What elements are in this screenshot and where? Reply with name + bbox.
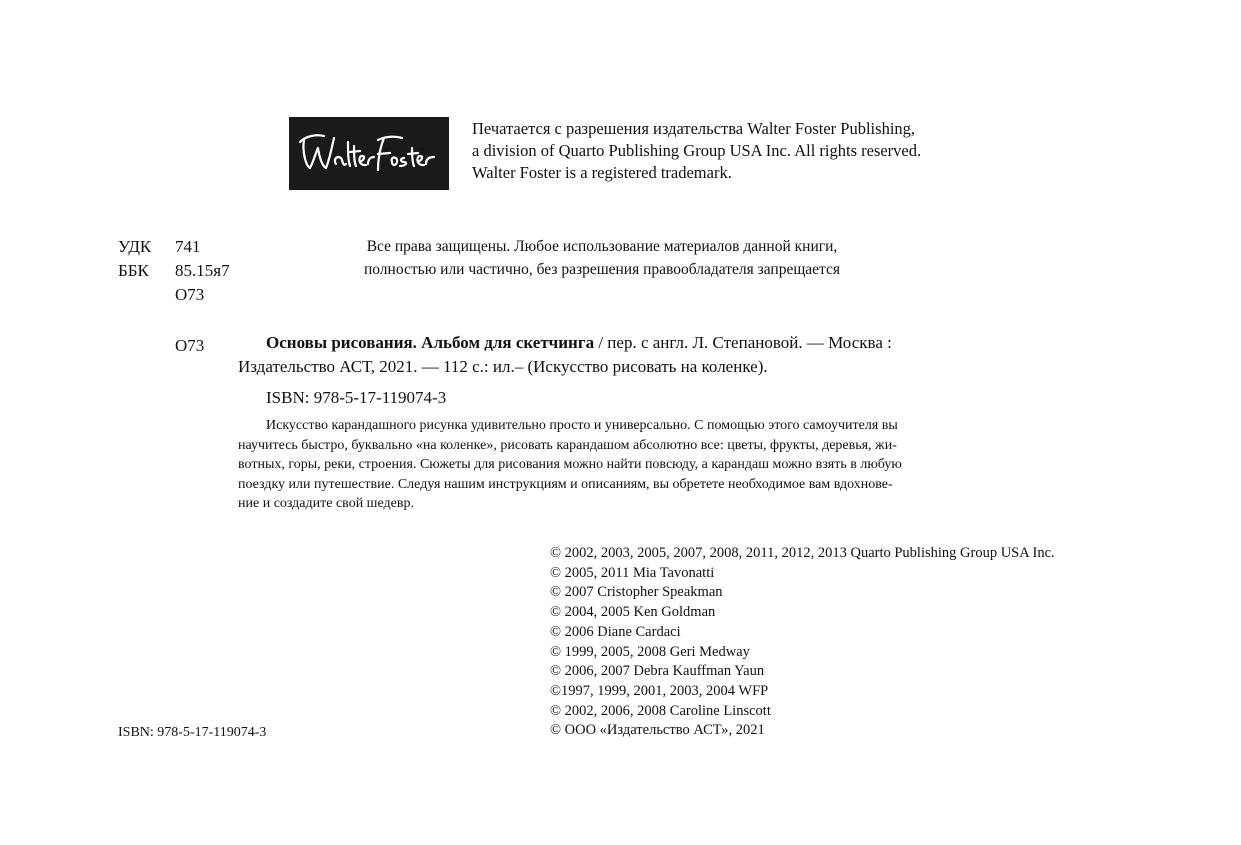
abstract-line: поездку или путешествие. Следуя нашим инструкциям и описаниям, вы обретете необходимое вам вдохнове- bbox=[238, 476, 893, 492]
copyright-line: © 2007 Cristopher Speakman bbox=[550, 584, 723, 601]
bbk-row bbox=[118, 259, 230, 283]
author-mark: О73 bbox=[175, 285, 205, 304]
biblio-line-1 bbox=[238, 331, 1004, 355]
copyright-line: © ООО «Издательство АСТ», 2021 bbox=[550, 722, 765, 739]
isbn-footer: ISBN: 978-5-17-119074-3 bbox=[118, 725, 267, 740]
bbk-value: 85.15я7 bbox=[175, 261, 230, 280]
permission-line: Печатается с разрешения издательства Walter Foster Publishing, bbox=[472, 119, 916, 138]
biblio-translation: / пер. с англ. Л. Степановой. — Москва : bbox=[594, 333, 892, 352]
walter-foster-logo-mark bbox=[294, 124, 444, 184]
rights-line: Все права защищены. Любое использование материалов данной книги, bbox=[366, 238, 838, 255]
copyright-line: © 1999, 2005, 2008 Geri Medway bbox=[550, 643, 750, 660]
rights-line: полностью или частично, без разрешения правообладателя запрещается bbox=[363, 261, 841, 278]
permission-line: a division of Quarto Publishing Group USA Inc. All rights reserved. bbox=[472, 141, 922, 160]
abstract-line: ние и создадите свой шедевр. bbox=[238, 496, 414, 512]
copyright-line: © 2002, 2003, 2005, 2007, 2008, 2011, 2012, 2013 Quarto Publishing Group USA Inc. bbox=[550, 545, 1055, 561]
permission-line: Walter Foster is a registered trademark. bbox=[472, 163, 732, 182]
copyright-list bbox=[550, 544, 1055, 741]
abstract-line: Искусство карандашного рисунка удивительно просто и универсально. С помощью этого самоучителя вы bbox=[266, 418, 898, 433]
bibliographic-record bbox=[238, 331, 1004, 379]
classification-codes bbox=[118, 235, 230, 307]
book-abstract bbox=[238, 416, 1008, 514]
biblio-line-2: Издательство АСТ, 2021. — 112 с.: ил.– (Искусство рисовать на коленке). bbox=[238, 357, 768, 376]
book-title: Основы рисования. Альбом для скетчинга bbox=[266, 333, 595, 352]
author-mark-row bbox=[118, 283, 230, 307]
biblio-isbn: ISBN: 978-5-17-119074-3 bbox=[266, 388, 447, 407]
copyright-line: © 2006, 2007 Debra Kauffman Yaun bbox=[550, 663, 765, 680]
rights-notice bbox=[240, 235, 964, 281]
publisher-logo bbox=[289, 117, 449, 190]
abstract-line: научитесь быстро, буквально «на коленке», рисовать карандашом абсолютно все: цветы, фрукты, деревья, жи- bbox=[238, 437, 897, 453]
copyright-line: ©1997, 1999, 2001, 2003, 2004 WFP bbox=[550, 682, 769, 699]
udk-label: УДК bbox=[118, 237, 152, 256]
abstract-line: вотных, горы, реки, строения. Сюжеты для рисования можно найти повсюду, а карандаш можно взять в любую bbox=[238, 457, 902, 473]
bbk-label: ББК bbox=[118, 261, 149, 280]
copyright-line: © 2006 Diane Cardaci bbox=[550, 623, 681, 640]
copyright-line: © 2005, 2011 Mia Tavonatti bbox=[550, 564, 715, 581]
permission-notice bbox=[472, 118, 921, 184]
udk-value: 741 bbox=[175, 237, 201, 256]
copyright-line: © 2004, 2005 Ken Goldman bbox=[550, 604, 716, 621]
copyright-line: © 2002, 2006, 2008 Caroline Linscott bbox=[550, 702, 771, 719]
udk-row bbox=[118, 235, 230, 259]
biblio-author-mark: О73 bbox=[175, 336, 205, 355]
